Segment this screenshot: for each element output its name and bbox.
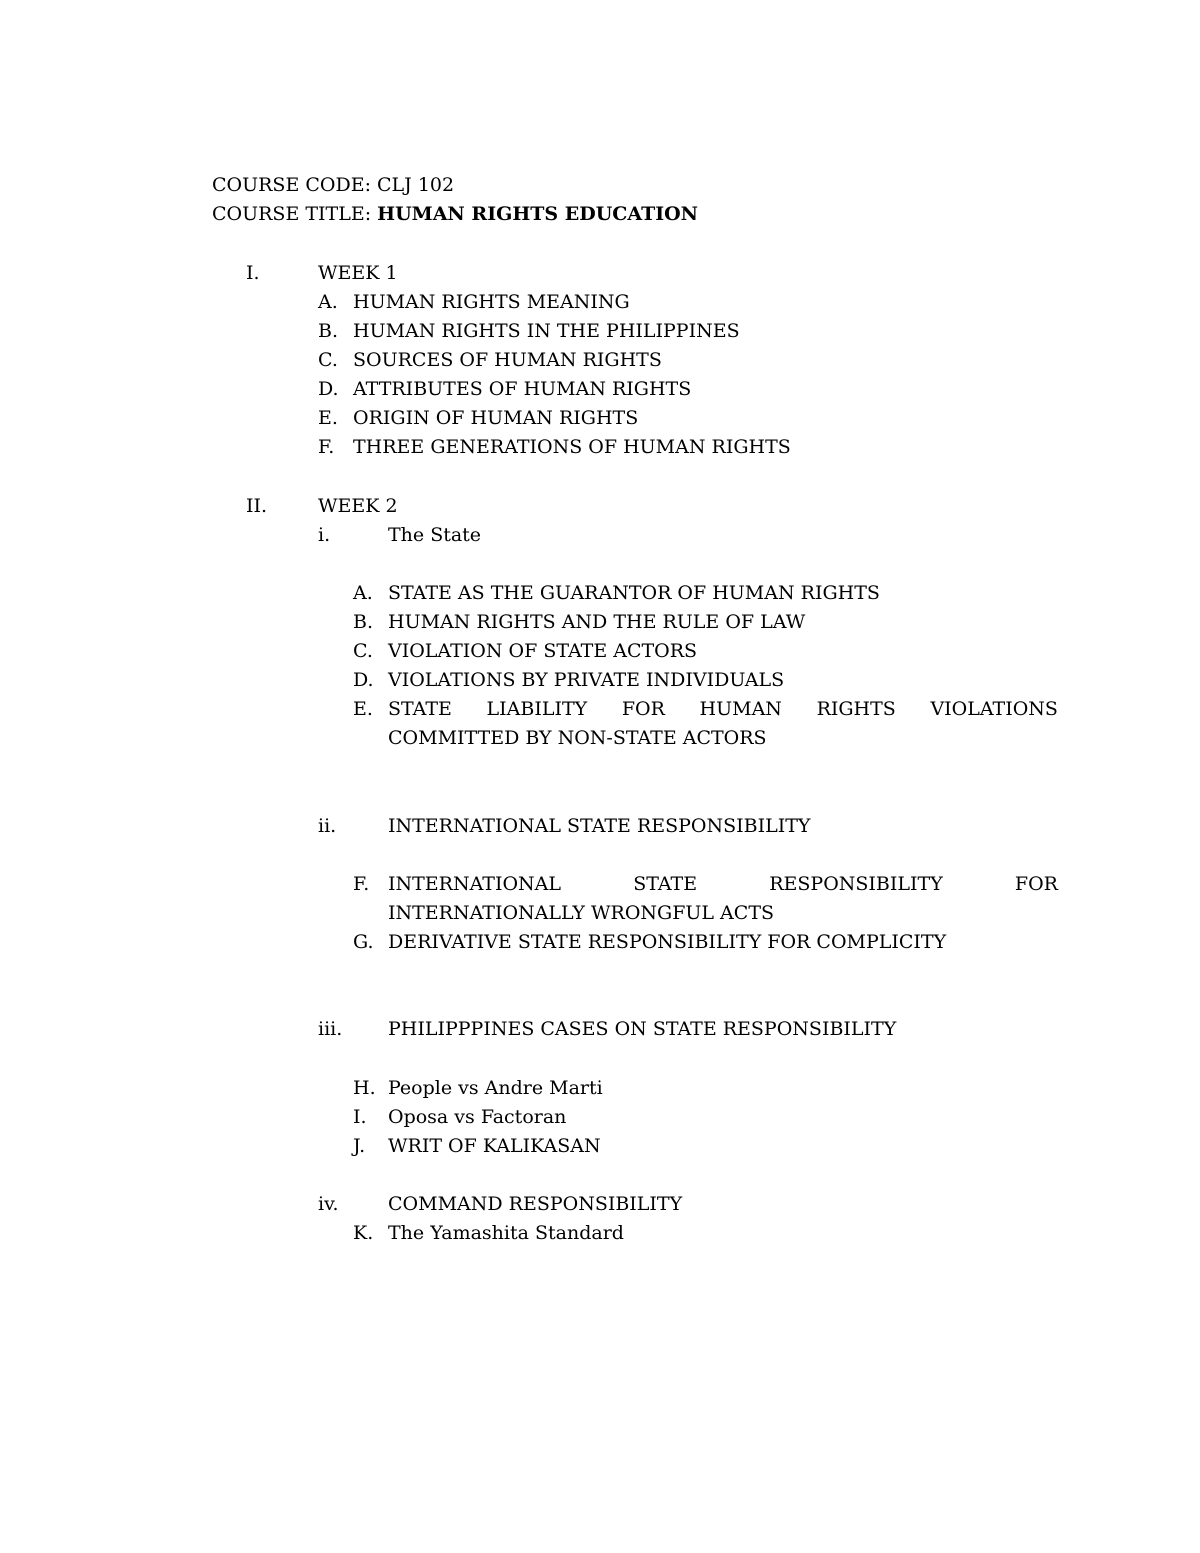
list-item-letter: I. (353, 1106, 367, 1128)
list-item-letter: B. (318, 320, 339, 342)
list-item-letter: D. (353, 669, 374, 691)
word: STATE (388, 698, 452, 720)
week2-title: WEEK 2 (318, 495, 398, 517)
word: STATE (633, 873, 698, 895)
word: RIGHTS (816, 698, 896, 720)
subsection-numeral: iv. (318, 1193, 339, 1215)
list-item: HUMAN RIGHTS IN THE PHILIPPINES (353, 320, 740, 342)
word: INTERNATIONAL (388, 873, 562, 895)
course-title (212, 200, 698, 230)
list-item: SOURCES OF HUMAN RIGHTS (353, 349, 662, 371)
list-item: THREE GENERATIONS OF HUMAN RIGHTS (353, 436, 791, 458)
list-item-letter: H. (353, 1077, 376, 1099)
list-item-continuation: COMMITTED BY NON-STATE ACTORS (388, 727, 767, 749)
course-title-value: HUMAN RIGHTS EDUCATION (377, 203, 699, 225)
word: FOR (621, 698, 665, 720)
week2-numeral: II. (246, 495, 268, 517)
list-item-letter: A. (353, 582, 373, 604)
word: RESPONSIBILITY (769, 873, 943, 895)
list-item: ORIGIN OF HUMAN RIGHTS (353, 407, 639, 429)
subsection-title: COMMAND RESPONSIBILITY (388, 1193, 683, 1215)
week1-title: WEEK 1 (318, 262, 398, 284)
week1-numeral: I. (246, 262, 260, 284)
list-item: People vs Andre Marti (388, 1077, 603, 1099)
course-code: COURSE CODE: CLJ 102 (212, 174, 455, 196)
list-item-justified-line (388, 870, 1058, 900)
subsection-numeral: ii. (318, 815, 337, 837)
list-item-letter: G. (353, 931, 374, 953)
word: FOR (1014, 873, 1058, 895)
list-item: ATTRIBUTES OF HUMAN RIGHTS (353, 378, 692, 400)
subsection-title: INTERNATIONAL STATE RESPONSIBILITY (388, 815, 811, 837)
list-item-letter: K. (353, 1222, 374, 1244)
list-item-letter: F. (353, 873, 370, 895)
subsection-title: The State (388, 524, 482, 546)
list-item-letter: F. (318, 436, 335, 458)
word: HUMAN (699, 698, 782, 720)
subsection-title: PHILIPPPINES CASES ON STATE RESPONSIBILITY (388, 1018, 897, 1040)
list-item: Oposa vs Factoran (388, 1106, 567, 1128)
list-item: VIOLATIONS BY PRIVATE INDIVIDUALS (388, 669, 785, 691)
word: VIOLATIONS (930, 698, 1058, 720)
list-item-justified-line (388, 695, 1058, 725)
list-item-letter: C. (353, 640, 373, 662)
list-item: VIOLATION OF STATE ACTORS (388, 640, 698, 662)
list-item-letter: J. (353, 1135, 366, 1157)
subsection-numeral: iii. (318, 1018, 343, 1040)
course-title-label: COURSE TITLE: (212, 203, 378, 225)
list-item: The Yamashita Standard (388, 1222, 624, 1244)
list-item-letter: E. (318, 407, 338, 429)
list-item-letter: B. (353, 611, 374, 633)
list-item-letter: A. (318, 291, 338, 313)
list-item-continuation: INTERNATIONALLY WRONGFUL ACTS (388, 902, 775, 924)
list-item: DERIVATIVE STATE RESPONSIBILITY FOR COMPLICITY (388, 931, 947, 953)
list-item-letter: C. (318, 349, 338, 371)
list-item: HUMAN RIGHTS AND THE RULE OF LAW (388, 611, 806, 633)
list-item: STATE AS THE GUARANTOR OF HUMAN RIGHTS (388, 582, 880, 604)
subsection-numeral: i. (318, 524, 331, 546)
list-item-letter: D. (318, 378, 339, 400)
word: LIABILITY (486, 698, 588, 720)
list-item: WRIT OF KALIKASAN (388, 1135, 601, 1157)
list-item: HUMAN RIGHTS MEANING (353, 291, 630, 313)
list-item-letter: E. (353, 698, 373, 720)
